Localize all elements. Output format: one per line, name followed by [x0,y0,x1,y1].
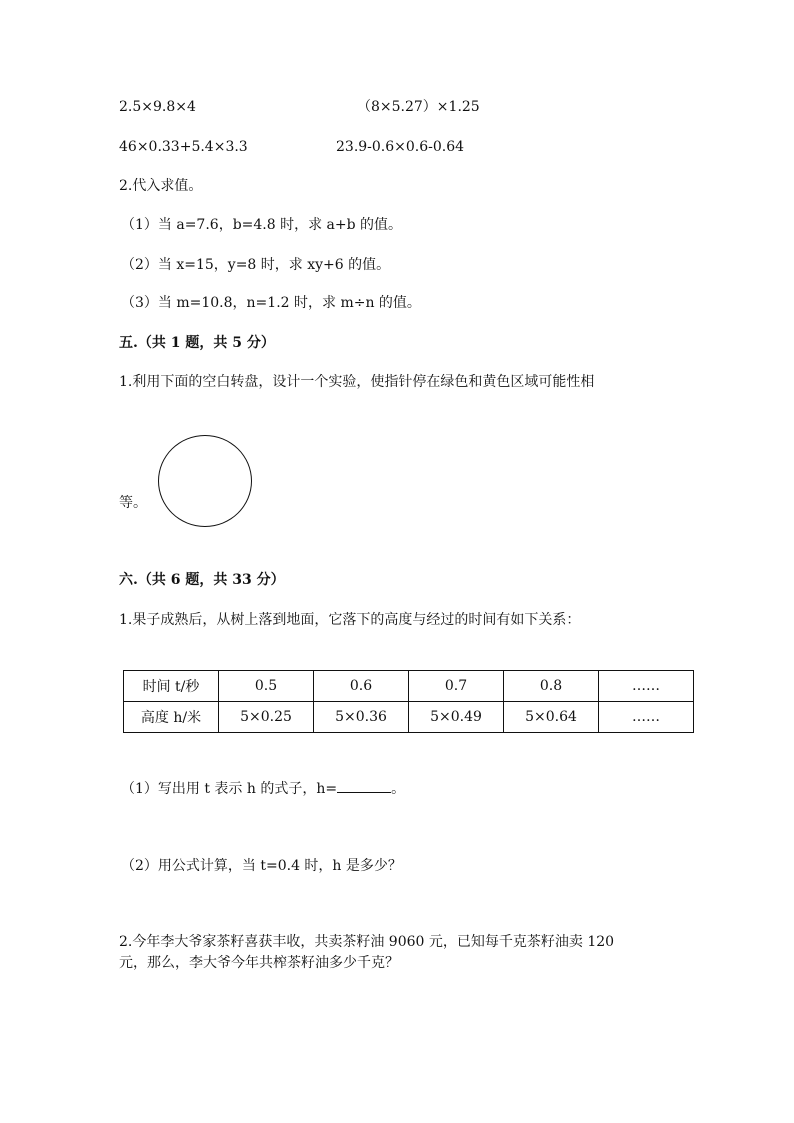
section-6-question-2-line-1: 2.今年李大爷家茶籽喜获丰收，共卖茶籽油 9060 元，已知每千克茶籽油卖 120 [119,934,615,950]
table-row [124,702,694,733]
table-cell: …… [599,702,694,733]
calc-expression-1: 2.5×9.8×4 [119,99,196,115]
table-cell: 5×0.64 [504,702,599,733]
table-cell: 0.7 [409,671,504,702]
part-1-suffix: 。 [391,781,406,797]
table-cell: 0.5 [219,671,314,702]
question-2-title: 2.代入求值。 [119,178,203,194]
table-cell: 5×0.49 [409,702,504,733]
section-6-question-1-intro: 1.果子成熟后，从树上落到地面，它落下的高度与经过的时间有如下关系： [119,612,581,628]
question-2-item-3: （3）当 m=10.8，n=1.2 时，求 m÷n 的值。 [121,295,421,311]
answer-blank [337,780,391,793]
section-5-question-1: 1.利用下面的空白转盘，设计一个实验，使指针停在绿色和黄色区域可能性相 [119,374,595,390]
calc-expression-3: 46×0.33+5.4×3.3 [119,139,248,155]
table-cell: 0.6 [314,671,409,702]
table-cell: …… [599,671,694,702]
section-5-heading: 五.（共 1 题，共 5 分） [119,335,275,351]
section-6-question-1-part-1 [121,780,405,798]
table-row [124,671,694,702]
calc-expression-2: （8×5.27）×1.25 [357,99,480,115]
table-cell: 5×0.25 [219,702,314,733]
part-1-prefix: （1）写出用 t 表示 h 的式子，h= [121,781,338,797]
section-5-question-1-continued: 等。 [119,495,147,511]
time-height-table [123,670,694,733]
section-6-question-2-line-2: 元，那么，李大爷今年共榨茶籽油多少千克？ [119,955,399,971]
question-2-item-1: （1）当 a=7.6，b=4.8 时，求 a+b 的值。 [121,217,403,233]
table-cell: 5×0.36 [314,702,409,733]
section-6-question-1-part-2: （2）用公式计算，当 t=0.4 时，h 是多少？ [121,858,402,874]
table-header-time: 时间 t/秒 [124,671,219,702]
section-6-heading: 六.（共 6 题，共 33 分） [119,572,285,588]
calc-expression-4: 23.9-0.6×0.6-0.64 [336,139,465,155]
table-header-height: 高度 h/米 [124,702,219,733]
table-cell: 0.8 [504,671,599,702]
question-2-item-2: （2）当 x=15，y=8 时，求 xy+6 的值。 [121,257,391,273]
blank-spinner-circle [158,435,252,527]
